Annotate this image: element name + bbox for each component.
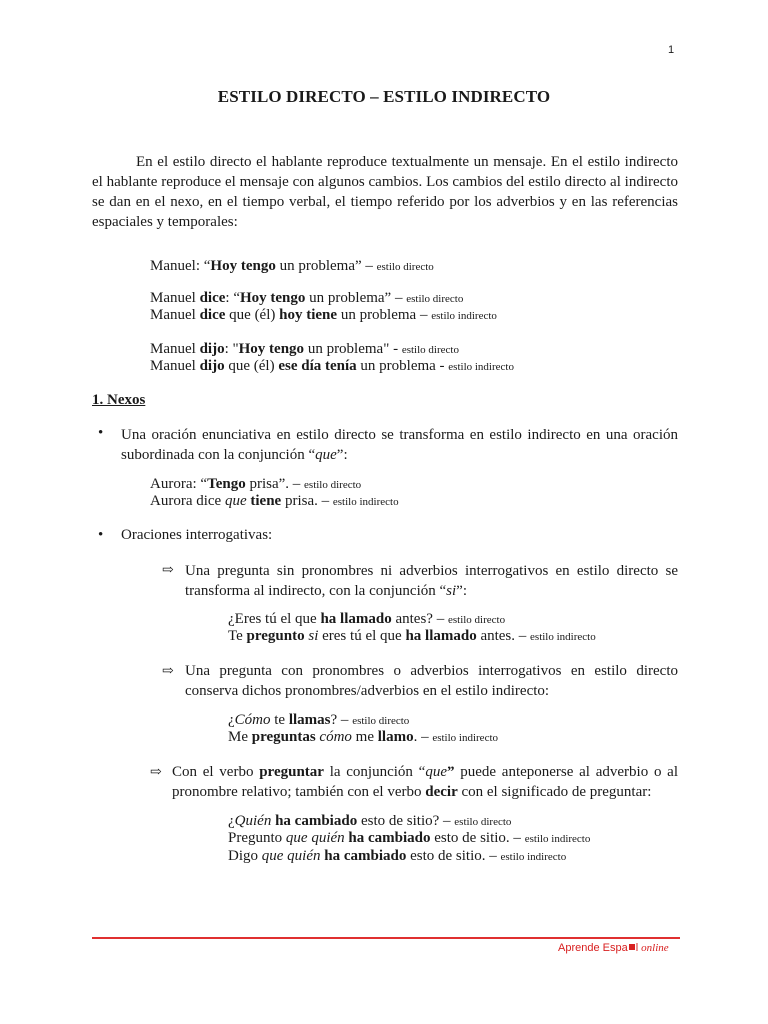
bullet-icon: •: [98, 527, 104, 543]
arrow-paragraph: Una pregunta con pronombres o adverbios interrogativos en estilo directo conserva dichos pronombres/adverbios en el estilo indirecto:: [185, 663, 678, 699]
arrow-paragraph: Con el verbo preguntar la conjunción “que” puede anteponerse al adverbio o al pronombre relativo; también con el verbo decir con el significado de preguntar:: [172, 764, 679, 800]
intro-paragraph: [92, 152, 678, 232]
example-line: Me preguntas cómo me llamo. – estilo indirecto: [228, 729, 499, 745]
footer-logo: Aprende Espa l online: [558, 942, 669, 954]
example-line: Manuel dijo: "Hoy tengo un problema" - estilo directo: [150, 341, 459, 357]
example-line: Manuel: “Hoy tengo un problema” – estilo directo: [150, 258, 434, 274]
page-title: ESTILO DIRECTO – ESTILO INDIRECTO: [217, 87, 551, 106]
brand-flag-icon: [629, 944, 635, 950]
example-line: Aurora: “Tengo prisa”. – estilo directo: [150, 476, 362, 492]
section-heading-nexos: 1. Nexos: [92, 392, 146, 408]
example-line: Digo que quién ha cambiado esto de sitio. – estilo indirecto: [228, 848, 567, 864]
page-number: 1: [668, 44, 675, 56]
example-line: Manuel dijo que (él) ese día tenía un problema - estilo indirecto: [150, 358, 514, 374]
example-line: ¿Cómo te llamas? – estilo directo: [228, 712, 410, 728]
arrow-right-icon: ⇨: [162, 563, 174, 578]
example-line: Manuel dice: “Hoy tengo un problema” – estilo directo: [150, 290, 464, 306]
arrow-right-icon: ⇨: [150, 765, 162, 780]
example-line: Aurora dice que tiene prisa. – estilo indirecto: [150, 493, 399, 509]
bullet-text: Oraciones interrogativas:: [121, 527, 273, 543]
example-line: Pregunto que quién ha cambiado esto de sitio. – estilo indirecto: [228, 830, 591, 846]
bullet-icon: •: [98, 425, 104, 441]
example-line: ¿Eres tú el que ha llamado antes? – estilo directo: [228, 611, 506, 627]
arrow-right-icon: ⇨: [162, 664, 174, 679]
example-line: ¿Quién ha cambiado esto de sitio? – estilo directo: [228, 813, 512, 829]
bullet-paragraph: Una oración enunciativa en estilo directo se transforma en estilo indirecto en una oración subordinada con la conjunción “que”:: [121, 427, 678, 463]
footer-divider: [92, 937, 680, 939]
intro-text: En el estilo directo el hablante reproduce textualmente un mensaje. En el estilo indirecto el hablante reproduce el mensaje con algunos cambios. Los cambios del estilo directo al indirecto se dan en el nexo, en el tiempo verbal, el tiempo referido por los adverbios y en las referencias espaciales y temporales:: [92, 154, 678, 230]
arrow-paragraph: Una pregunta sin pronombres ni adverbios interrogativos en estilo directo se transforma al indirecto, con la conjunción “si”:: [185, 563, 678, 599]
example-line: Te pregunto si eres tú el que ha llamado antes. – estilo indirecto: [228, 628, 596, 644]
example-line: Manuel dice que (él) hoy tiene un problema – estilo indirecto: [150, 307, 497, 323]
